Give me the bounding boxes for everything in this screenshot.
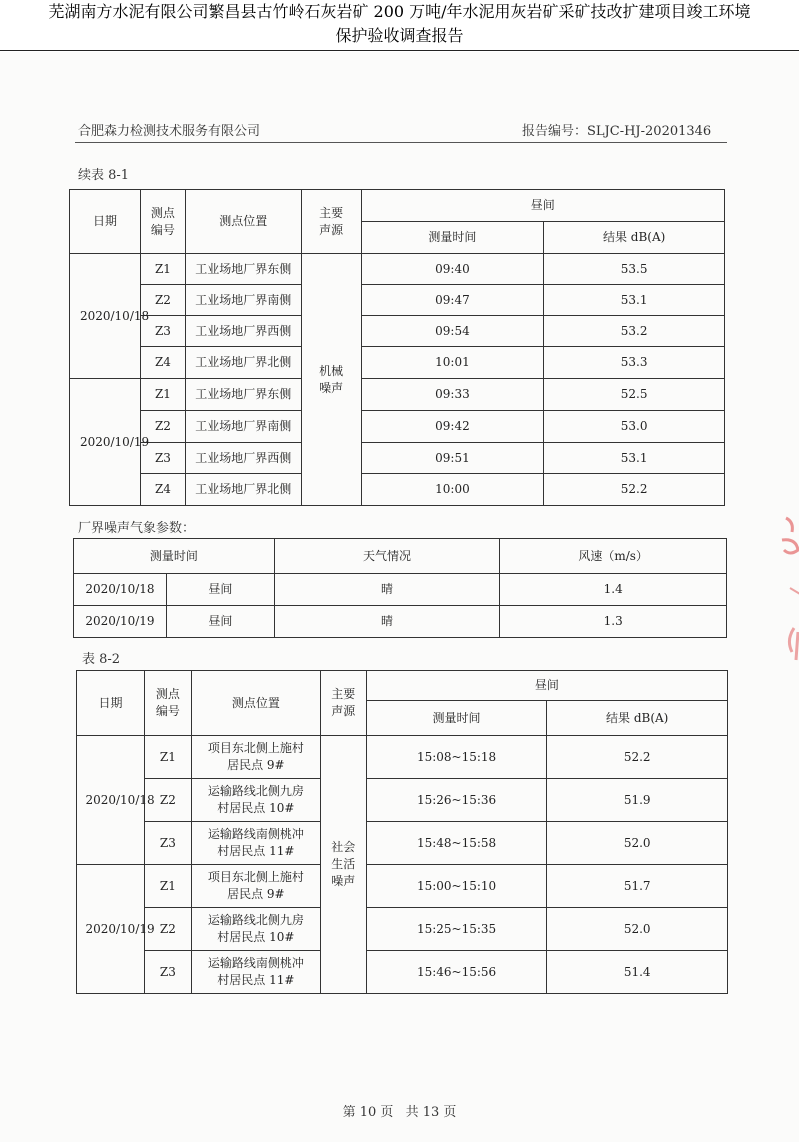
t1-point-no: Z1 [140, 254, 185, 285]
t1-source-cell [301, 254, 361, 506]
t2-header-source [320, 671, 366, 736]
title-divider [0, 50, 799, 51]
t1-time: 09:33 [361, 379, 544, 411]
t2-location [191, 865, 320, 908]
report-number: 报告编号：SLJC-HJ-20201346 [522, 124, 712, 139]
t2-date-cell [77, 736, 155, 865]
t1-time: 10:01 [361, 347, 544, 379]
t2-date: 2020/10/18 [85, 792, 155, 807]
t2-point-no: Z2 [144, 779, 191, 822]
t1-source: 机械噪声 [319, 363, 344, 395]
page-number: 第 10 页 [342, 1105, 394, 1120]
t1-point-no: Z1 [140, 379, 185, 411]
weather-wind-speed: 1.3 [500, 606, 727, 638]
t1-location: 工业场地厂界南侧 [185, 411, 301, 443]
red-seal-stamp-fragment [772, 510, 799, 690]
page-footer [0, 1101, 799, 1120]
t2-point-no: Z1 [144, 865, 191, 908]
t2-header-period: 昼间 [366, 671, 727, 701]
t2-header-result: 结果 dB(A) [547, 701, 728, 736]
weather-condition: 晴 [274, 574, 500, 606]
weather-period: 昼间 [166, 574, 274, 606]
t2-header-point-no [144, 671, 191, 736]
table2-caption: 表 8-2 [82, 652, 121, 667]
t1-point-no: Z2 [140, 411, 185, 443]
document-title-line2: 保护验收调查报告 [335, 26, 464, 45]
t2-location [191, 736, 320, 779]
weather-period: 昼间 [166, 606, 274, 638]
t2-location [191, 822, 320, 865]
t2-location-text: 运输路线北侧九房村居民点 10# [207, 784, 304, 815]
t2-time: 15:25~15:35 [366, 908, 547, 951]
noise-table-residential [76, 670, 728, 994]
weather-wind-speed: 1.4 [500, 574, 727, 606]
t2-location-text: 项目东北侧上施村居民点 9# [207, 870, 304, 901]
weather-header-wind: 风速（m/s） [500, 539, 727, 574]
table1-caption: 续表 8-1 [78, 168, 130, 183]
t1-location: 工业场地厂界北侧 [185, 474, 301, 506]
t1-result: 53.0 [544, 411, 725, 443]
t1-location: 工业场地厂界东侧 [185, 254, 301, 285]
weather-table [73, 538, 727, 638]
t1-time: 09:54 [361, 316, 544, 347]
t1-header-source [301, 190, 361, 254]
t2-source-cell [320, 736, 366, 994]
t1-point-no: Z3 [140, 316, 185, 347]
t2-time: 15:48~15:58 [366, 822, 547, 865]
t2-source: 社会生活噪声 [331, 840, 356, 888]
t1-point-no: Z2 [140, 285, 185, 316]
noise-table-boundary [69, 189, 725, 506]
t2-header-time: 测量时间 [366, 701, 547, 736]
t1-result: 53.3 [544, 347, 725, 379]
weather-caption: 厂界噪声气象参数： [78, 521, 196, 536]
header-divider [75, 142, 727, 143]
t2-location [191, 779, 320, 822]
t1-header-period: 昼间 [361, 190, 724, 222]
t2-time: 15:26~15:36 [366, 779, 547, 822]
t2-location [191, 908, 320, 951]
document-title [0, 0, 799, 48]
t2-point-no: Z1 [144, 736, 191, 779]
t1-point-no: Z3 [140, 443, 185, 474]
weather-header-time: 测量时间 [74, 539, 275, 574]
t2-location-text: 运输路线南侧桃冲村居民点 11# [207, 827, 304, 858]
t2-location-text: 运输路线北侧九房村居民点 10# [207, 913, 304, 944]
t2-date: 2020/10/19 [85, 921, 155, 936]
t2-time: 15:08~15:18 [366, 736, 547, 779]
t1-result: 53.1 [544, 285, 725, 316]
t1-result: 52.5 [544, 379, 725, 411]
weather-date: 2020/10/19 [74, 606, 167, 638]
company-name: 合肥森力检测技术服务有限公司 [78, 124, 261, 139]
t1-location: 工业场地厂界东侧 [185, 379, 301, 411]
t1-result: 53.2 [544, 316, 725, 347]
weather-condition: 晴 [274, 606, 500, 638]
t1-header-date: 日期 [70, 190, 141, 254]
t1-time: 09:47 [361, 285, 544, 316]
t1-point-no: Z4 [140, 347, 185, 379]
t2-point-no: Z3 [144, 822, 191, 865]
t1-time: 09:51 [361, 443, 544, 474]
t1-header-source-text: 主要声源 [319, 205, 344, 237]
t1-date-cell [70, 379, 150, 506]
t2-header-source-text: 主要声源 [331, 687, 356, 718]
t1-location: 工业场地厂界北侧 [185, 347, 301, 379]
page-total: 共 13 页 [405, 1105, 457, 1120]
t1-date-cell [70, 254, 150, 379]
t1-time: 10:00 [361, 474, 544, 506]
t1-location: 工业场地厂界西侧 [185, 316, 301, 347]
t2-result: 51.9 [547, 779, 728, 822]
t1-header-location: 测点位置 [185, 190, 301, 254]
t1-result: 52.2 [544, 474, 725, 506]
t1-header-point-no-text: 测点编号 [150, 205, 175, 237]
t1-result: 53.5 [544, 254, 725, 285]
t2-result: 52.0 [547, 908, 728, 951]
t1-time: 09:42 [361, 411, 544, 443]
t1-location: 工业场地厂界西侧 [185, 443, 301, 474]
t2-time: 15:46~15:56 [366, 951, 547, 994]
t1-result: 53.1 [544, 443, 725, 474]
t2-point-no: Z2 [144, 908, 191, 951]
weather-date: 2020/10/18 [74, 574, 167, 606]
t1-location: 工业场地厂界南侧 [185, 285, 301, 316]
t1-header-result: 结果 dB(A) [544, 222, 725, 254]
t2-time: 15:00~15:10 [366, 865, 547, 908]
t1-date: 2020/10/18 [79, 308, 150, 323]
document-title-line1: 芜湖南方水泥有限公司繁昌县古竹岭石灰岩矿 200 万吨/年水泥用灰岩矿采矿技改扩建项目竣工环境 [48, 2, 751, 21]
t2-header-point-no-text: 测点编号 [155, 687, 180, 718]
t2-header-date: 日期 [77, 671, 145, 736]
t2-result: 52.2 [547, 736, 728, 779]
t2-result: 51.7 [547, 865, 728, 908]
weather-header-weather: 天气情况 [274, 539, 500, 574]
t2-header-location: 测点位置 [191, 671, 320, 736]
t2-location-text: 运输路线南侧桃冲村居民点 11# [207, 956, 304, 987]
t2-result: 52.0 [547, 822, 728, 865]
t2-date-cell [77, 865, 155, 994]
t1-header-time: 测量时间 [361, 222, 544, 254]
t1-date: 2020/10/19 [79, 434, 150, 449]
t2-location-text: 项目东北侧上施村居民点 9# [207, 741, 304, 772]
t2-location [191, 951, 320, 994]
t1-time: 09:40 [361, 254, 544, 285]
t1-header-point-no [140, 190, 185, 254]
t1-point-no: Z4 [140, 474, 185, 506]
t2-point-no: Z3 [144, 951, 191, 994]
t2-result: 51.4 [547, 951, 728, 994]
